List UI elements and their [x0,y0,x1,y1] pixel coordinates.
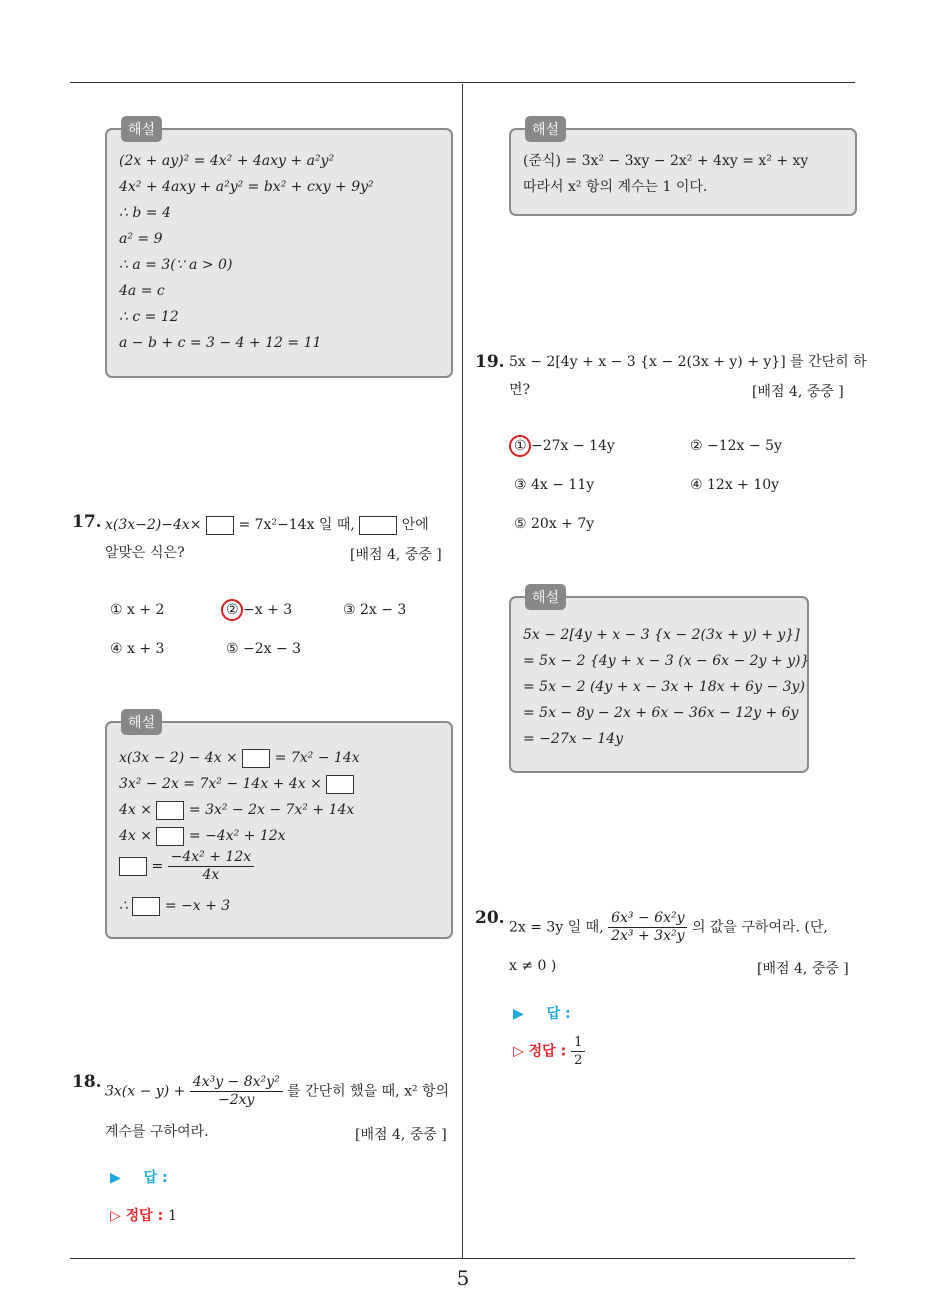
fraction [168,849,255,884]
question-text-20 [509,910,859,945]
q17-line2: 알맞은 식은? [105,545,185,561]
q18-answer-row [110,1167,168,1187]
explanation-tag: 해설 [121,116,162,142]
q17-expr-b: = 7x²−14x 일 때, [238,517,355,533]
question-number-18: 18. [72,1072,102,1092]
q17-option-5[interactable]: ⑤ −2x − 3 [226,641,302,657]
q19-option-3[interactable]: ③ 4x − 11y [514,477,595,493]
solution-text: ∴ [119,898,128,914]
fraction-denominator: 2x³ + 3x²y [611,928,685,944]
fraction-denominator: 2 [574,1053,583,1068]
solution-line: (준식) = 3x² − 3xy − 2x² + 4xy = x² + xy [523,153,809,169]
q19-option-2[interactable]: ② −12x − 5y [690,438,782,454]
q20-post: 의 값을 구하여라. (단, [691,919,828,936]
q17-option-3[interactable]: ③ 2x − 3 [343,602,407,618]
solution-box-16 [105,122,453,378]
q19-line2: 면? [509,382,531,398]
q18-pre: 3x(x − y) + [105,1083,186,1100]
q20-pre: 2x = 3y 일 때, [509,919,604,936]
explanation-tag: 해설 [121,709,162,735]
solution-text: x(3x − 2) − 4x × [119,750,238,766]
solution-line: ∴ b = 4 [119,205,171,221]
q19-option-4[interactable]: ④ 12x + 10y [690,477,780,493]
solution-text: = 7x² − 14x [274,750,360,766]
fraction-numerator: −4x² + 12x [168,849,255,867]
blank-box [359,516,397,535]
solution-line: 4x² + 4axy + a²y² = bx² + cxy + 9y² [119,179,374,195]
q18-post: 를 간단히 했을 때, x² 항의 [287,1083,450,1100]
triangle-outline-icon: ▷ [110,1208,121,1224]
q19-line1: 5x − 2[4y + x − 3 {x − 2(3x + y) + y}] 를 간단히 하 [509,354,867,370]
q19-option-5[interactable]: ⑤ 20x + 7y [514,516,595,532]
blank-box [156,801,184,820]
solution-line: ∴ c = 12 [119,309,179,325]
blank-box [242,749,270,768]
solution-line: = 5x − 2 {4y + x − 3 (x − 6x − 2y + y)} [523,653,810,669]
q17-option-4[interactable]: ④ x + 3 [110,641,165,657]
fraction-numerator: 6x³ − 6x²y [608,910,687,928]
q20-line2: x ≠ 0 ) [509,958,557,974]
blank-box [156,827,184,846]
solution-line [119,797,439,823]
column-divider [462,84,463,1259]
q19-meta: [배점 4, 중중 ] [752,384,844,400]
q17-option-1[interactable]: ① x + 2 [110,602,165,618]
correct-label: 정답 : [528,1043,567,1060]
bottom-rule [70,1258,855,1259]
question-number-19: 19. [475,352,505,372]
solution-text: = 3x² − 2x − 7x² + 14x [188,802,355,818]
blank-box [326,775,354,794]
q18-meta: [배점 4, 중중 ] [355,1127,447,1143]
solution-box-17 [105,715,453,939]
question-number-17: 17. [72,512,102,532]
explanation-tag: 해설 [525,116,566,142]
fraction-numerator: 1 [571,1034,585,1052]
page-number: 5 [456,1266,470,1290]
blank-box [206,516,234,535]
solution-line: 5x − 2[4y + x − 3 {x − 2(3x + y) + y}] [523,627,800,643]
triangle-outline-icon: ▷ [513,1043,524,1060]
fraction [571,1034,585,1069]
q17-expr-a: x(3x−2)−4x× [105,517,202,533]
q20-answer-row [513,1003,571,1023]
play-icon: ▶ [110,1170,121,1186]
solution-line: ∴ a = 3(∵ a > 0) [119,257,233,273]
fraction [190,1074,283,1109]
solution-text: 4x × [119,802,152,818]
solution-line: a² = 9 [119,231,163,247]
solution-line [119,771,439,797]
answer-label: 답 : [143,1170,168,1186]
solution-text: 4x × [119,828,152,844]
solution-text: = −4x² + 12x [188,828,286,844]
q19-option-1[interactable]: ① −27x − 14y [514,438,615,454]
explanation-tag: 해설 [525,584,566,610]
solution-box-18 [509,122,857,216]
solution-line [119,849,439,893]
q17-meta: [배점 4, 중중 ] [350,547,442,563]
q17-option-2[interactable]: ② −x + 3 [226,602,293,618]
q20-meta: [배점 4, 중중 ] [757,961,849,977]
fraction-denominator: 4x [202,867,220,883]
answer-label: 답 : [546,1006,571,1022]
q18-line2: 계수를 구하여라. [105,1124,209,1140]
solution-line: (2x + ay)² = 4x² + 4axy + a²y² [119,153,335,169]
solution-line [119,745,439,771]
fraction [608,910,687,945]
question-number-20: 20. [475,908,505,928]
solution-text: = [151,858,164,875]
top-rule [70,82,855,83]
solution-line: a − b + c = 3 − 4 + 12 = 11 [119,335,322,351]
solution-text: = −x + 3 [164,898,231,914]
fraction-denominator: −2xy [218,1092,255,1108]
solution-line: 4a = c [119,283,165,299]
correct-value: 1 [168,1208,177,1224]
q20-correct-row [513,1034,585,1069]
blank-box [119,857,147,876]
solution-line: = 5x − 8y − 2x + 6x − 36x − 12y + 6y [523,705,799,721]
solution-line [119,823,439,849]
blank-box [132,897,160,916]
play-icon: ▶ [513,1006,524,1022]
solution-text: 3x² − 2x = 7x² − 14x + 4x × [119,776,322,792]
solution-box-19 [509,590,810,773]
solution-line: = 5x − 2 (4y + x − 3x + 18x + 6y − 3y) [523,679,805,695]
solution-line: = −27x − 14y [523,731,623,747]
q17-expr-c: 안에 [401,517,429,533]
question-text-18 [105,1074,460,1109]
q18-correct-row [110,1205,177,1225]
solution-line: 따라서 x² 항의 계수는 1 이다. [523,179,708,195]
fraction-numerator: 4x³y − 8x²y² [190,1074,283,1092]
solution-line [119,893,439,919]
correct-label: 정답 : [125,1208,164,1224]
